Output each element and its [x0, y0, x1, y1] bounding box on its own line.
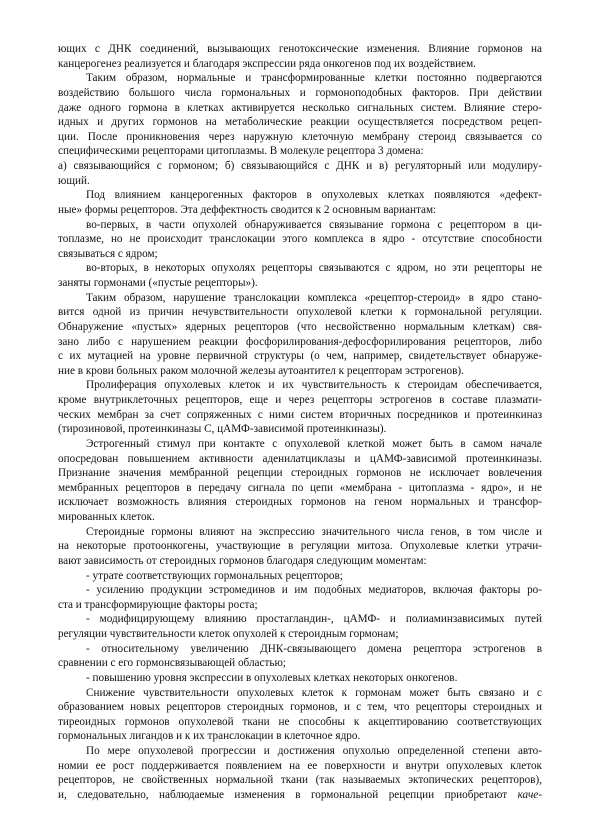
text-line: мированных клеток.	[58, 511, 155, 523]
text-line: ние в крови больных раком молочной железы аутоантител к рецепторам эстрогенов).	[58, 364, 464, 377]
text-line: и, следовательно, наблюдаемые изменения в гормональной рецепции приобретают каче-	[58, 788, 542, 801]
italic-word: каче-	[517, 788, 542, 801]
text-line: тиреоидных гормонов опухолевой ткани не способны к акцептированию соответствующих	[58, 715, 542, 728]
text-line: связываться с ядром;	[58, 247, 158, 260]
document-page	[58, 42, 542, 803]
text-line: - усилению продукции эстромединов и им подобных медиаторов, включая факторы ро-	[86, 584, 542, 597]
text-line: кроме внутриклеточных рецепторов, еще и через рецепторы эстрогенов в составе плазмати-	[58, 394, 542, 406]
text-line: вают зависимость от стероидных гормонов благодаря следующим моментам:	[58, 554, 427, 567]
text-line: мембранных рецепторов в передачу сигнала по цепи «мембрана - цитоплазма - ядро», и не	[58, 481, 542, 494]
text-line: с их мутацией на уровне первичной структуры (о чем, например, свидетельствует обнаруже-	[58, 350, 542, 363]
text-line: даже одного гормона в клетках активируется несколько сигнальных систем. Влияние стеро-	[58, 101, 542, 114]
text-line: Снижение чувствительности опухолевых клеток к гормонам может быть связано и с	[86, 686, 542, 699]
text-line: По мере опухолевой прогрессии и достижения опухолью определенной степени авто-	[86, 745, 542, 757]
text-line: - относительному увеличению ДНК-связывающего домена рецептора эстрогенов в	[86, 642, 542, 655]
text-line: а) связывающийся с гормоном; б) связывающийся с ДНК и в) регуляторный или модулиру-	[58, 160, 542, 172]
text-line: воздействию большого числа гормональных и гормоноподобных факторов. При действии	[58, 86, 542, 99]
text-line: во-первых, в части опухолей обнаруживается связывание гормона с рецептором в ци-	[86, 218, 542, 231]
text-line: Таким образом, нормальные и трансформированные клетки постоянно подвергаются	[86, 72, 542, 85]
text-line: во-вторых, в некоторых опухолях рецепторы связываются с ядром, но эти рецепторы не	[86, 262, 542, 275]
text-line: специфическими рецепторами цитоплазмы. В молекуле рецептора 3 домена:	[58, 145, 424, 158]
text-line: номии ее рост поддерживается появлением на ее поверхности и внутри опухолевых клеток	[58, 759, 542, 772]
text-line: - модифицирующему влиянию простагландин-, цАМФ- и полиаминзависимых путей	[86, 613, 542, 626]
text-line: опосредован повышением активности аденилатциклазы и цАМФ-зависимой протеинкиназы.	[58, 452, 542, 465]
text-line: регуляции чувствительности клеток опухолей к стероидным гормонам;	[58, 628, 399, 640]
text-line: исключает возможность влияния стероидных гормонов на геном нормальных и трансфор-	[58, 496, 542, 509]
text-line: образованием новых рецепторов стероидных гормонов, и с тем, что рецепторы стероидных и	[58, 701, 542, 714]
text-line: рецепторов, не свойственных нормальной ткани (так называемых эктопических рецепторов),	[58, 774, 542, 787]
text-line: Под влиянием канцерогенных факторов в опухолевых клетках появляются «дефект-	[86, 189, 542, 202]
text-line: Обнаружение «пустых» ядерных рецепторов (что несвойственно нормальным клеткам) свя-	[58, 320, 542, 333]
text-line: Таким образом, нарушение транслокации комплекса «рецептор-стероид» в ядро стано-	[86, 291, 542, 304]
text-line: Пролиферация опухолевых клеток и их чувствительность к стероидам обеспечивается,	[86, 379, 542, 392]
text-line: идных и других гормонов на метаболические реакции осуществляется посредством рецеп-	[58, 116, 542, 129]
text-line: вится одной из причин нечувствительности опухолевой клетки к гормональной регуляции.	[58, 306, 542, 319]
text-line: ющих с ДНК соединений, вызывающих генотоксические изменения. Влияние гормонов на	[58, 43, 542, 55]
text-line: ста и трансформирующие факторы роста;	[58, 598, 258, 611]
text-line: Стероидные гормоны влияют на экспрессию значительного числа генов, в том числе и	[86, 525, 542, 538]
text-line: на некоторые протоонкогены, участвующие в регуляции митоза. Опухолевые клетки утрачи-	[58, 540, 542, 553]
text-line: Признание значения мембранной рецепции стероидных гормонов не исключает вовлечения	[58, 467, 542, 480]
text-line: топлазме, но не происходит транслокации этого комплекса в ядро - отсутствие способности	[58, 233, 542, 246]
text-line: гормональных лигандов и к их транслокации в клеточное ядро.	[58, 730, 361, 743]
text-line: - повышению уровня экспрессии в опухолевых клетках некоторых онкогенов.	[86, 671, 458, 684]
text-line: заняты гормонами («пустые рецепторы»).	[58, 277, 258, 289]
text-line: сравнении с его гормонсвязывающей областью;	[58, 657, 286, 670]
text-line: Эстрогенный стимул при контакте с опухолевой клеткой может быть в самом начале	[86, 437, 542, 450]
text-line: ции. После проникновения через наружную клеточную мембрану стероид связывается со	[58, 130, 542, 143]
text-line: зано либо с нарушением реакции фосфорилирования-дефосфорилирования рецепторов, либо	[58, 335, 542, 348]
text-line: - утрате соответствующих гормональных рецепторов;	[86, 569, 343, 582]
text-line: (тирозиновой, протеинкиназы С, цАМФ-зависимой протеинкиназы).	[58, 423, 387, 436]
text-line: ные» формы рецепторов. Эта деффектность сводится к 2 основным вариантам:	[58, 203, 437, 216]
text-line: ческих мембран за счет сопряженных с ними систем вторичных посредников и протеинкиназ	[58, 408, 542, 421]
text-line: канцерогенез реализуется и благодаря экспрессии ряда онкогенов под их воздействием.	[58, 57, 476, 70]
text-line: ющий.	[58, 174, 90, 187]
